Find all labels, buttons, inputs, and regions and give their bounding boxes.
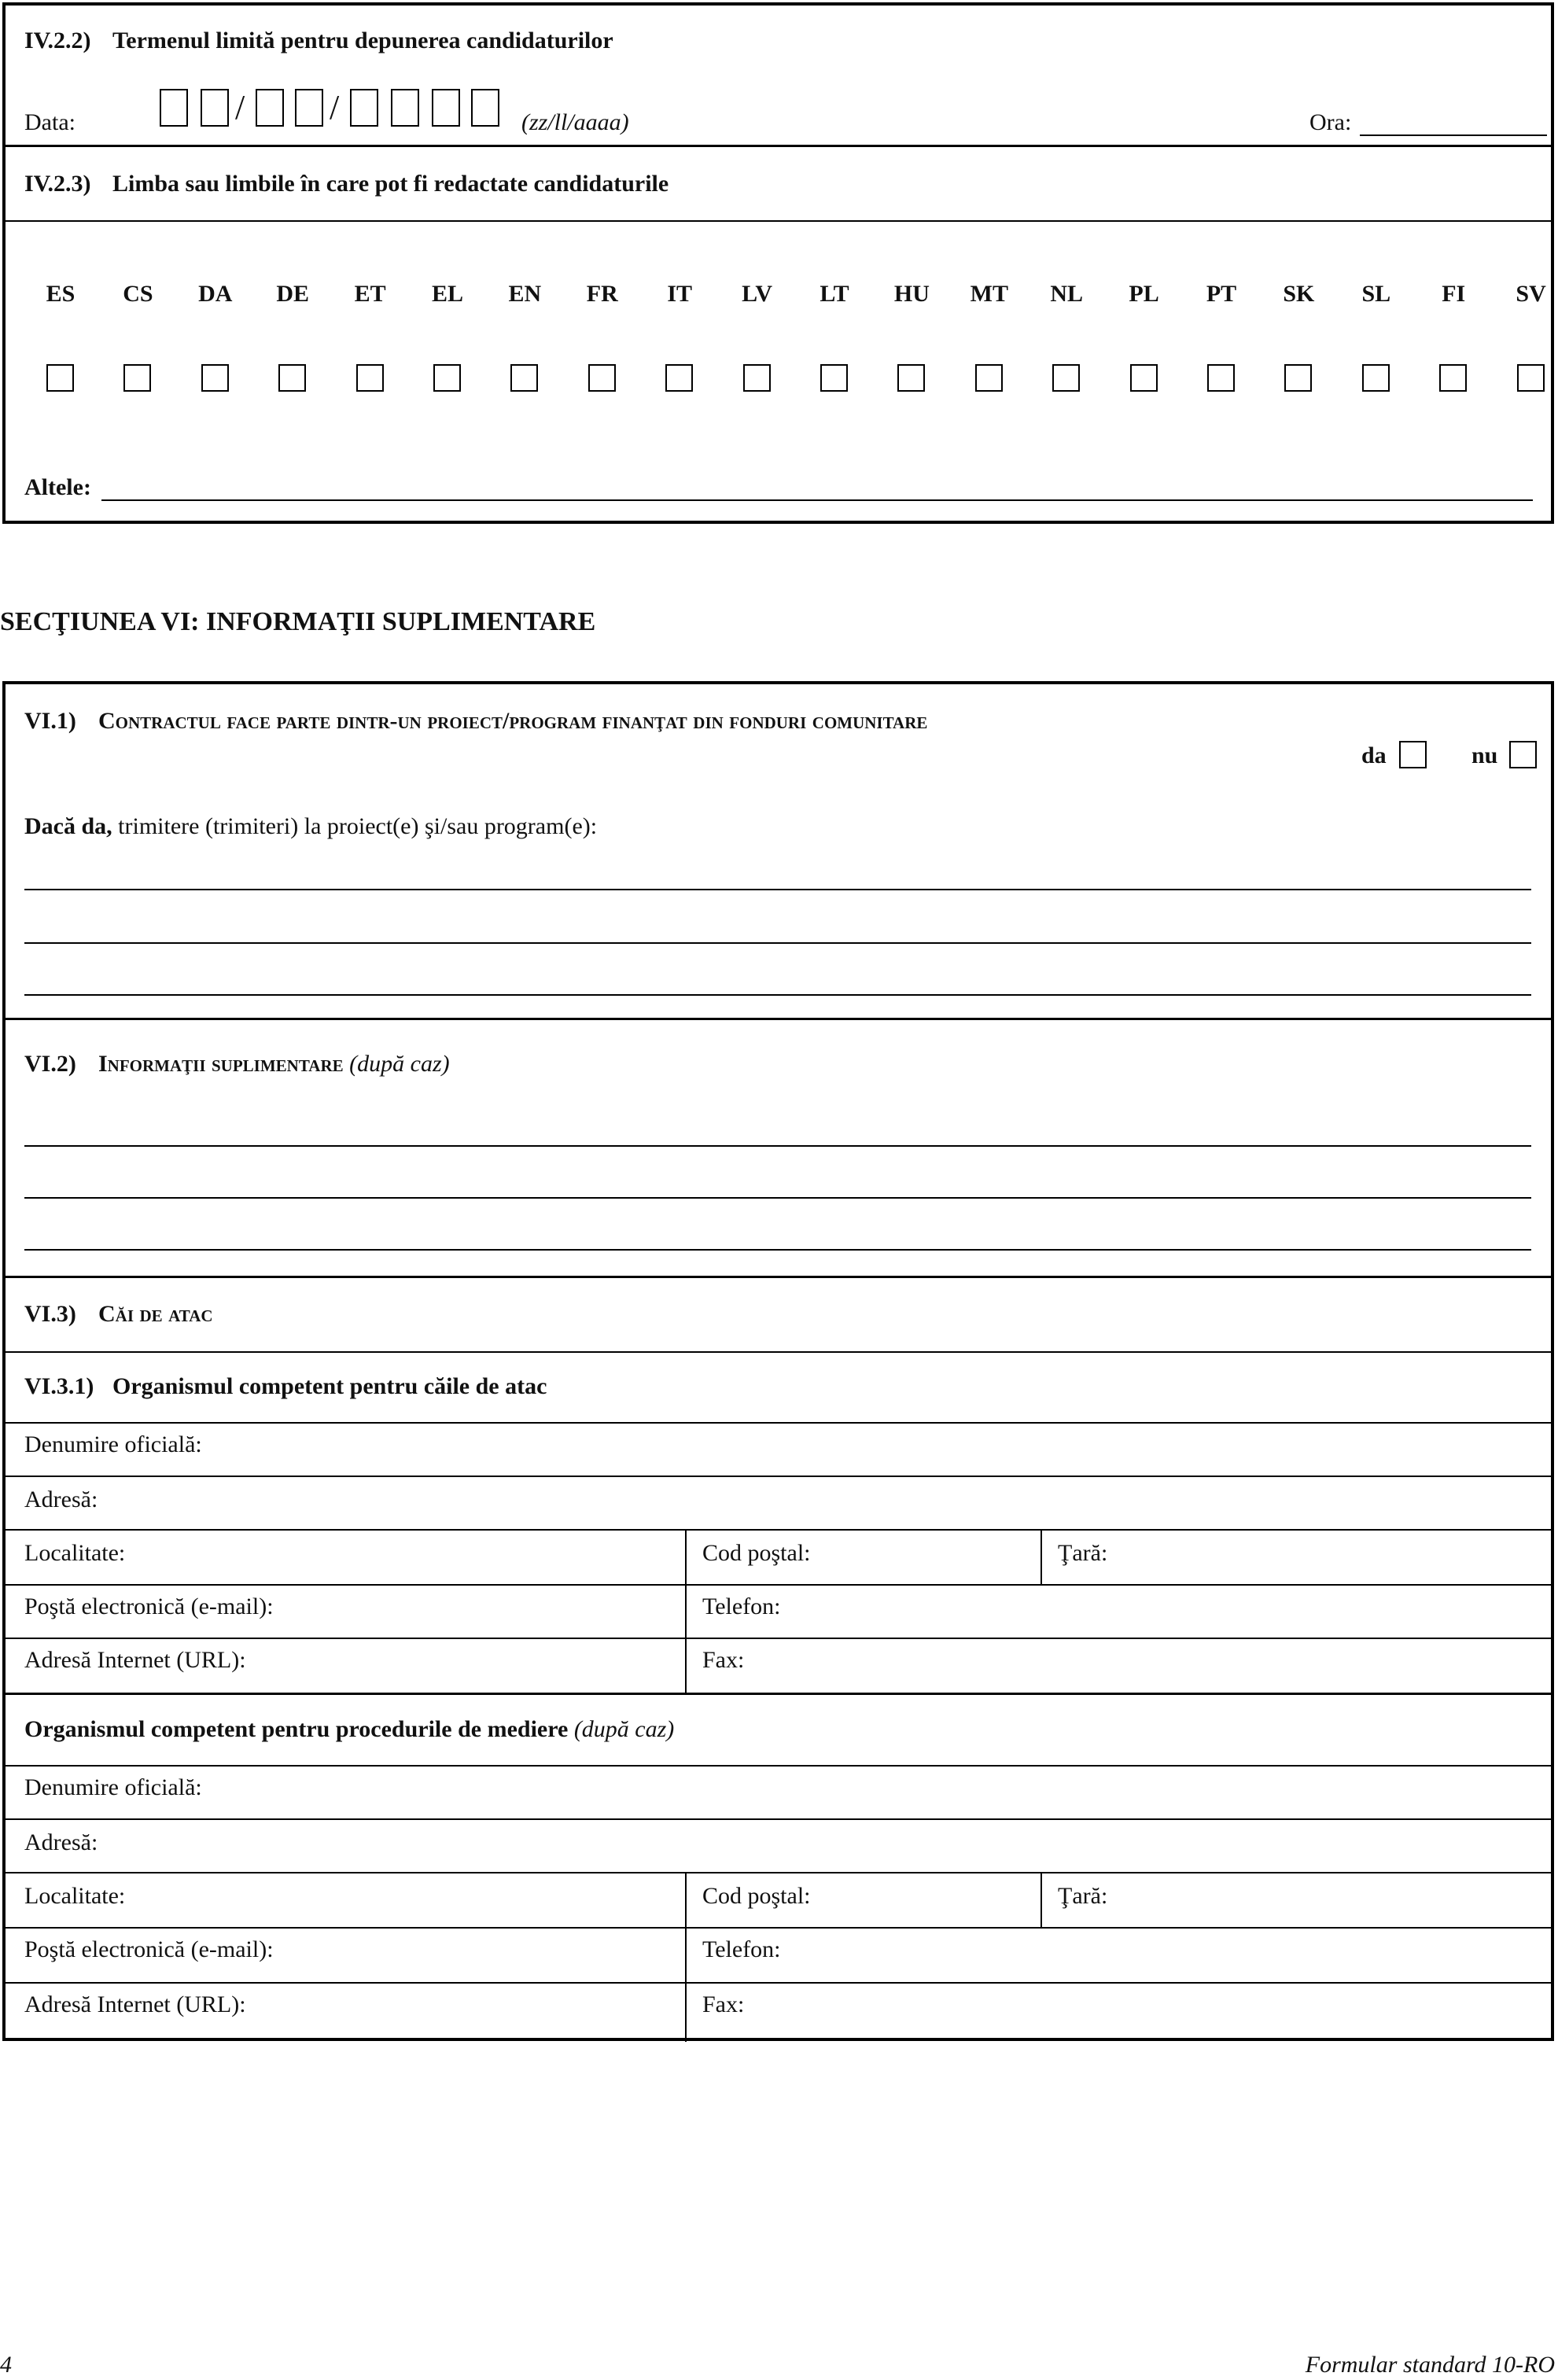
language-checkbox-pl[interactable] [1130, 364, 1158, 392]
language-checkbox-cs[interactable] [123, 364, 151, 392]
language-checkbox-sl[interactable] [1362, 364, 1390, 392]
appeal-url-field[interactable]: Adresă Internet (URL): [24, 1647, 246, 1673]
divider [6, 1927, 1551, 1929]
vi1-reference-line-3[interactable] [24, 994, 1531, 996]
vi3-number: VI.3) [24, 1301, 76, 1327]
date-day-digit-1[interactable] [160, 89, 188, 127]
appeal-fax-field[interactable]: Fax: [702, 1647, 745, 1673]
divider [6, 1529, 1551, 1531]
divider [6, 1276, 1551, 1278]
language-checkbox-nl[interactable] [1052, 364, 1080, 392]
divider [1041, 1529, 1042, 1584]
appeal-name-field[interactable]: Denumire oficială: [24, 1431, 202, 1457]
appeal-phone-field[interactable]: Telefon: [702, 1593, 781, 1619]
language-label-fi: FI [1442, 281, 1466, 307]
language-checkbox-fr[interactable] [588, 364, 616, 392]
vi1-title: Contractul face parte dintr-un proiect/program finanţat din fonduri comunitare [98, 708, 928, 734]
language-checkbox-fi[interactable] [1439, 364, 1467, 392]
divider [6, 1476, 1551, 1477]
time-input-line[interactable] [1360, 134, 1547, 136]
mediation-phone-field[interactable]: Telefon: [702, 1936, 781, 1962]
divider [685, 1872, 687, 2042]
divider [685, 1529, 687, 1693]
date-separator: / [330, 88, 340, 127]
divider [6, 1872, 1551, 1873]
divider [6, 220, 1551, 222]
vi1-no-checkbox[interactable] [1509, 741, 1537, 768]
appeal-postal-field[interactable]: Cod poştal: [702, 1540, 811, 1566]
language-label-es: ES [46, 281, 76, 307]
mediation-heading [24, 1716, 674, 1743]
other-languages-label: Altele: [24, 474, 91, 500]
vi2-number: VI.2) [24, 1051, 76, 1077]
mediation-title: Organismul competent pentru procedurile de mediere [24, 1716, 569, 1742]
language-label-sl: SL [1361, 281, 1391, 307]
vi1-reference-line-1[interactable] [24, 889, 1531, 890]
language-label-en: EN [508, 281, 542, 307]
language-label-pl: PL [1129, 281, 1159, 307]
date-year-digit-3[interactable] [432, 89, 460, 127]
date-year-digit-4[interactable] [471, 89, 499, 127]
divider [6, 1765, 1551, 1767]
vi1-yes-label: da [1361, 742, 1387, 768]
mediation-name-field[interactable]: Denumire oficială: [24, 1774, 202, 1800]
divider [6, 1584, 1551, 1586]
language-checkbox-pt[interactable] [1207, 364, 1235, 392]
mediation-postal-field[interactable]: Cod poştal: [702, 1883, 811, 1909]
date-year-digit-1[interactable] [350, 89, 378, 127]
language-label-hu: HU [893, 281, 930, 307]
iv23-title: Limba sau limbile în care pot fi redactate candidaturile [112, 171, 669, 197]
language-checkbox-lt[interactable] [820, 364, 848, 392]
language-checkbox-it[interactable] [665, 364, 693, 392]
divider [6, 1422, 1551, 1424]
divider [6, 1638, 1551, 1639]
language-checkbox-el[interactable] [433, 364, 461, 392]
divider [6, 145, 1551, 147]
language-checkbox-hu[interactable] [897, 364, 925, 392]
vi2-title: Informaţii suplimentare [98, 1051, 344, 1077]
mediation-note: (după caz) [573, 1716, 675, 1742]
vi2-info-line-3[interactable] [24, 1249, 1531, 1251]
language-label-cs: CS [123, 281, 153, 307]
divider [6, 1693, 1551, 1695]
form-identifier: Formular standard 10-RO [1305, 2352, 1555, 2378]
vi2-heading [98, 1051, 450, 1078]
language-label-da: DA [198, 281, 233, 307]
section-vi-title: SECŢIUNEA VI: INFORMAŢII SUPLIMENTARE [0, 607, 596, 636]
vi31-number: VI.3.1) [24, 1373, 94, 1399]
other-languages-line[interactable] [101, 499, 1533, 501]
appeal-email-field[interactable]: Poştă electronică (e-mail): [24, 1593, 274, 1619]
language-label-fr: FR [586, 281, 618, 307]
language-checkbox-sk[interactable] [1284, 364, 1312, 392]
date-format-hint: (zz/ll/aaaa) [521, 109, 629, 135]
language-label-lv: LV [742, 281, 773, 307]
page-number: 4 [0, 2352, 12, 2378]
date-month-digit-2[interactable] [295, 89, 323, 127]
date-month-digit-1[interactable] [256, 89, 284, 127]
vi1-if-yes-bold: Dacă da, [24, 813, 112, 839]
divider [6, 1818, 1551, 1820]
mediation-country-field[interactable]: Ţară: [1058, 1883, 1108, 1909]
language-checkbox-et[interactable] [356, 364, 384, 392]
language-label-it: IT [667, 281, 693, 307]
mediation-url-field[interactable]: Adresă Internet (URL): [24, 1991, 246, 2017]
date-separator: / [235, 88, 245, 127]
date-day-digit-2[interactable] [201, 89, 229, 127]
language-label-lt: LT [820, 281, 849, 307]
language-checkbox-de[interactable] [278, 364, 306, 392]
vi2-info-line-1[interactable] [24, 1145, 1531, 1147]
vi1-if-yes-rest: trimitere (trimiteri) la proiect(e) şi/sau program(e): [112, 813, 598, 839]
appeal-address-field[interactable]: Adresă: [24, 1487, 98, 1512]
language-checkbox-en[interactable] [510, 364, 538, 392]
language-label-nl: NL [1050, 281, 1084, 307]
language-checkbox-da[interactable] [201, 364, 229, 392]
vi2-info-line-2[interactable] [24, 1197, 1531, 1199]
date-year-digit-2[interactable] [391, 89, 419, 127]
vi1-yes-checkbox[interactable] [1399, 741, 1427, 768]
iv22-title: Termenul limită pentru depunerea candidaturilor [112, 28, 613, 53]
language-label-mt: MT [970, 281, 1008, 307]
mediation-fax-field[interactable]: Fax: [702, 1991, 745, 2017]
section-iv-box [2, 2, 1554, 524]
vi1-no-label: nu [1471, 742, 1498, 768]
language-checkbox-mt[interactable] [975, 364, 1003, 392]
language-label-el: EL [431, 281, 464, 307]
mediation-email-field[interactable]: Poştă electronică (e-mail): [24, 1936, 274, 1962]
language-label-sk: SK [1283, 281, 1315, 307]
vi31-title: Organismul competent pentru căile de atac [112, 1373, 547, 1399]
iv22-number: IV.2.2) [24, 28, 91, 53]
mediation-city-field[interactable]: Localitate: [24, 1883, 126, 1909]
language-label-de: DE [276, 281, 310, 307]
divider [6, 1351, 1551, 1353]
language-label-et: ET [354, 281, 386, 307]
appeal-city-field[interactable]: Localitate: [24, 1540, 126, 1566]
language-label-pt: PT [1206, 281, 1237, 307]
appeal-country-field[interactable]: Ţară: [1058, 1540, 1108, 1566]
date-label: Data: [24, 109, 76, 135]
language-label-sv: SV [1516, 281, 1546, 307]
language-checkbox-es[interactable] [46, 364, 74, 392]
divider [1041, 1872, 1042, 1927]
time-label: Ora: [1309, 109, 1352, 135]
vi3-title: Căi de atac [98, 1301, 213, 1327]
vi2-note: (după caz) [349, 1051, 450, 1077]
section-vi-box [2, 681, 1554, 2041]
vi1-if-yes-text [24, 813, 597, 840]
divider [6, 1982, 1551, 1984]
divider [6, 1018, 1551, 1020]
vi1-reference-line-2[interactable] [24, 942, 1531, 944]
language-checkbox-sv[interactable] [1517, 364, 1545, 392]
vi1-number: VI.1) [24, 708, 76, 734]
mediation-address-field[interactable]: Adresă: [24, 1829, 98, 1855]
language-checkbox-lv[interactable] [743, 364, 771, 392]
iv23-number: IV.2.3) [24, 171, 91, 197]
